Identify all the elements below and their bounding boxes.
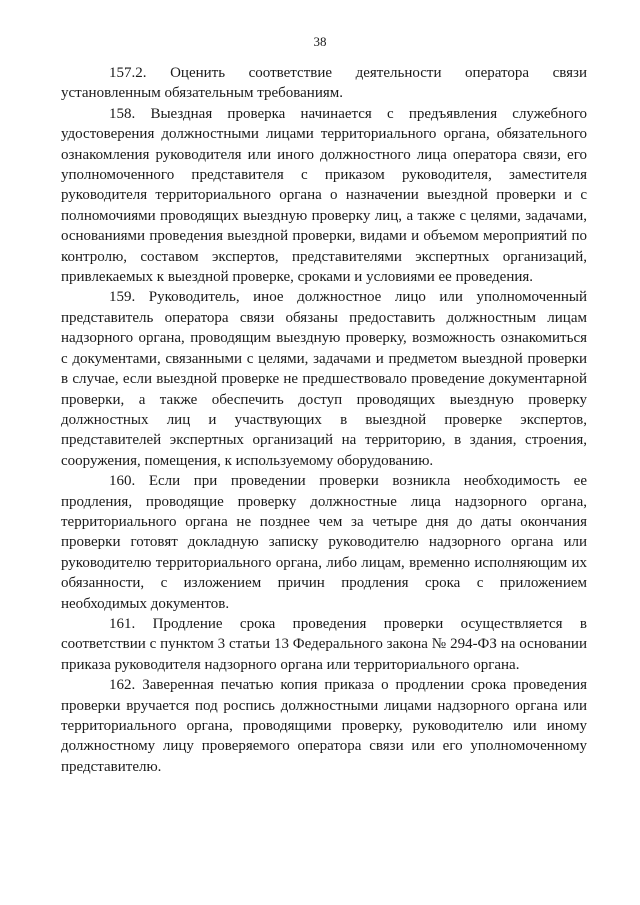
paragraph-158: 158. Выездная проверка начинается с предъявления служебного удостоверения должностными лицами территориального органа, обязательного ознакомления руководителя или иного должностного лица оператора связи, его уполномоченного представителя с приказом руководителя, заместителя руководителя территориального органа о назначении выездной проверки и с полномочиями проводящих выездную проверку лиц, а также с целями, задачами, основаниями проведения выездной проверки, видами и объемом мероприятий по контролю, составом экспертов, представителями экспертных организаций, привлекаемых к выездной проверке, сроками и условиями ее проведения. — [61, 105, 587, 286]
paragraph-161: 161. Продление срока проведения проверки осуществляется в соответствии с пунктом 3 статьи 13 Федерального закона № 294-ФЗ на основании приказа руководителя надзорного органа или территориального органа. — [61, 615, 587, 673]
page-number: 38 — [313, 34, 327, 49]
paragraph-160: 160. Если при проведении проверки возникла необходимость ее продления, проводящие проверку должностные лица надзорного органа, территориального органа не позднее чем за четыре дня до даты окончания проверки готовят докладную записку руководителю надзорного органа или руководителю территориального органа, либо лицам, временно исполняющим их обязанности, с изложением причин продления срока с приложением необходимых документов. — [61, 473, 587, 612]
paragraph-157-2: 157.2. Оценить соответствие деятельности оператора связи установленным обязательным требованиям. — [61, 65, 587, 102]
paragraph-162: 162. Заверенная печатью копия приказа о продлении срока проведения проверки вручается под роспись должностными лицами надзорного органа или территориального органа, проводящими проверку, руководителю или иному должностному лицу проверяемого оператора связи или его уполномоченному представителю. — [61, 677, 587, 775]
document-body — [61, 63, 587, 777]
paragraph-159: 159. Руководитель, иное должностное лицо или уполномоченный представитель оператора связи обязаны предоставить должностным лицам надзорного органа, проводящим выездную проверку, возможность ознакомиться с документами, связанными с целями, задачами и предметом выездной проверки в случае, если выездной проверке не предшествовало проведение документарной проверки, а также обеспечить доступ проводящих выездную проверку должностных лиц и участвующих в выездной проверке экспертов, представителей экспертных организаций на территорию, в здания, строения, сооружения, помещения, к используемому оборудованию. — [61, 289, 587, 469]
